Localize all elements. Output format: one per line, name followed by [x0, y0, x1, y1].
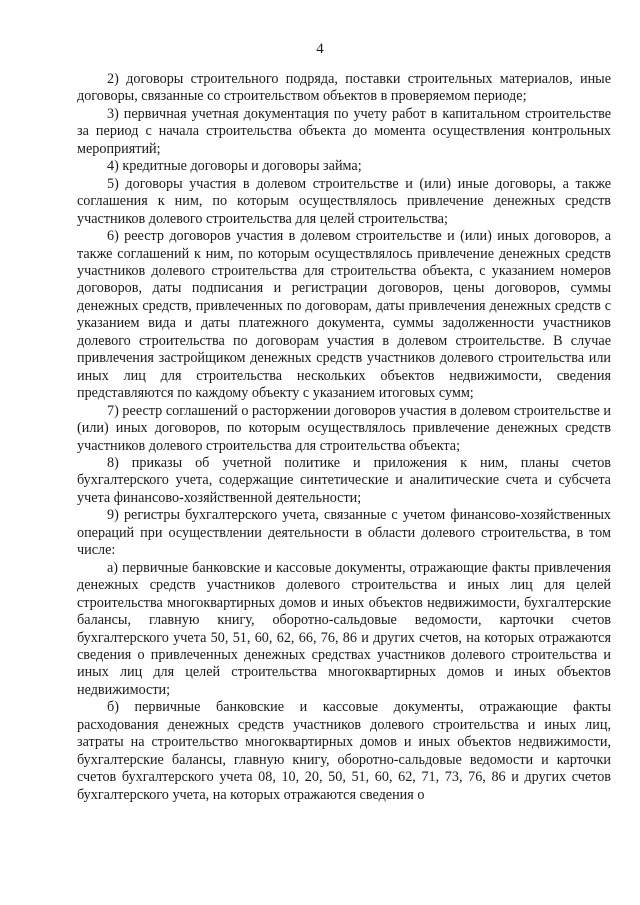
paragraph-item-9: 9) регистры бухгалтерского учета, связанные с учетом финансово-хозяйственных операций при осуществлении деятельности в области долевого строительства, в том числе:: [77, 507, 611, 559]
paragraph-item-7: 7) реестр соглашений о расторжении договоров участия в долевом строительстве и (или) иных договоров, по которым осуществлялось привлечение денежных средств участников долевого строительства для строительства объекта;: [77, 402, 611, 454]
paragraph-item-3: 3) первичная учетная документация по учету работ в капитальном строительстве за период с начала строительства объекта до момента осуществления контрольных мероприятий;: [77, 105, 611, 157]
paragraph-subitem-a: а) первичные банковские и кассовые документы, отражающие факты привлечения денежных средств участников долевого строительства и иных лиц для целей строительства многоквартирных домов и иных объектов недвижимости, бухгалтерские балансы, главную книгу, оборотно-сальдовые ведомости, карточки счетов бухгалтерского учета 50, 51, 60, 62, 66, 76, 86 и других счетов, на которых отражаются сведения о привлеченных денежных средствах участников долевого строительства и иных лиц для целей строительства многоквартирных домов и иных объектов недвижимости;: [77, 559, 611, 698]
paragraph-item-4: 4) кредитные договоры и договоры займа;: [107, 158, 362, 175]
paragraph-item-2: 2) договоры строительного подряда, поставки строительных материалов, иные договоры, связанные со строительством объектов в проверяемом периоде;: [77, 71, 611, 105]
document-body: [77, 71, 611, 804]
page-number: 4: [316, 41, 324, 57]
paragraph-item-6: 6) реестр договоров участия в долевом строительстве и (или) иных договоров, а также соглашений к ним, по которым осуществлялось привлечение денежных средств участников долевого строительства для строительства объекта, с указанием номеров договоров, даты подписания и регистрации договоров, цены договоров, суммы денежных средств, привлеченных по договорам, даты привлечения денежных средств с указанием вида и даты платежного документа, суммы задолженности участников долевого строительства по договорам участия в долевом строительстве. В случае привлечения застройщиком денежных средств участников долевого строительства или иных лиц для строительства нескольких объектов недвижимости, сведения представляются по каждому объекту с указанием итоговых сумм;: [77, 228, 611, 402]
paragraph-subitem-b: б) первичные банковские и кассовые документы, отражающие факты расходования денежных средств участников долевого строительства и иных лиц, затраты на строительство многоквартирных домов и иных объектов недвижимости, бухгалтерские балансы, главную книгу, оборотно-сальдовые ведомости и карточки счетов бухгалтерского учета 08, 10, 20, 50, 51, 60, 62, 71, 73, 76, 86 и других счетов бухгалтерского учета, на которых отражаются сведения о: [77, 699, 611, 803]
paragraph-item-5: 5) договоры участия в долевом строительстве и (или) иные договоры, а также соглашения к ним, по которым осуществлялось привлечение денежных средств участников долевого строительства для целей строительства;: [77, 175, 611, 227]
paragraph-item-8: 8) приказы об учетной политике и приложения к ним, планы счетов бухгалтерского учета, содержащие синтетические и аналитические счета и субсчета учета финансово-хозяйственной деятельности;: [77, 454, 611, 506]
